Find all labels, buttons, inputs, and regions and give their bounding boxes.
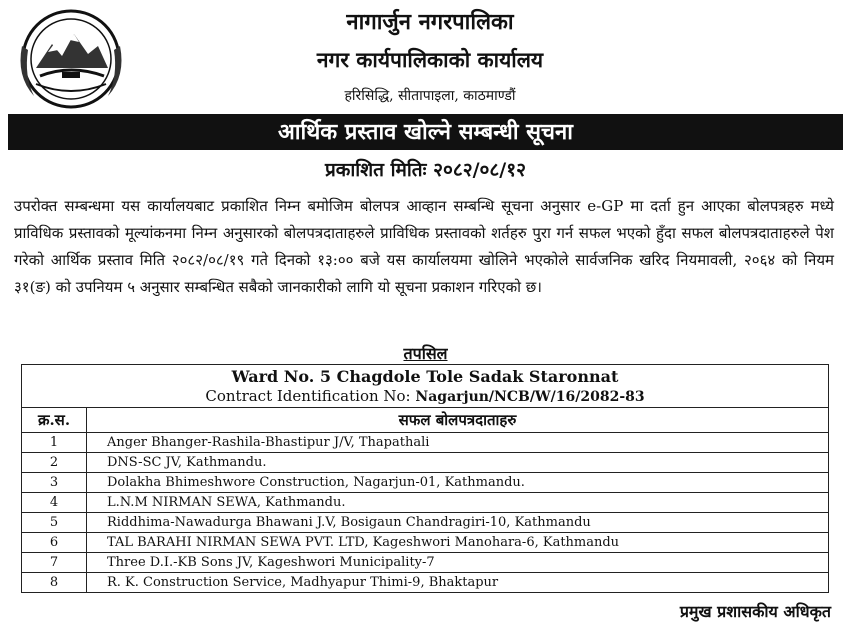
row-sn: 2 bbox=[22, 453, 87, 473]
office-name: नागार्जुन नगरपालिका bbox=[346, 9, 514, 35]
row-bidder: DNS-SC JV, Kathmandu. bbox=[87, 453, 829, 473]
row-sn: 7 bbox=[22, 553, 87, 573]
table-row bbox=[22, 433, 829, 453]
row-sn: 3 bbox=[22, 473, 87, 493]
bidders-table bbox=[21, 407, 829, 593]
row-bidder: R. K. Construction Service, Madhyapur Thimi-9, Bhaktapur bbox=[87, 573, 829, 593]
table-header-row bbox=[22, 408, 829, 433]
row-bidder: Riddhima-Nawadurga Bhawani J.V, Bosigaun Chandragiri-10, Kathmandu bbox=[87, 513, 829, 533]
table-row bbox=[22, 453, 829, 473]
table-row bbox=[22, 573, 829, 593]
table-row bbox=[22, 553, 829, 573]
row-sn: 4 bbox=[22, 493, 87, 513]
table-row bbox=[22, 513, 829, 533]
row-sn: 1 bbox=[22, 433, 87, 453]
row-bidder: Anger Bhanger-Rashila-Bhastipur J/V, Thapathali bbox=[87, 433, 829, 453]
notice-title-banner: आर्थिक प्रस्ताव खोल्ने सम्बन्धी सूचना bbox=[8, 114, 843, 150]
signature-title: प्रमुख प्रशासकीय अधिकृत bbox=[679, 602, 831, 621]
office-subtitle: नगर कार्यपालिकाको कार्यालय bbox=[316, 47, 544, 72]
row-sn: 8 bbox=[22, 573, 87, 593]
col-header-bidders: सफल बोलपत्रदाताहरु bbox=[87, 408, 829, 433]
contract-label: Contract Identification No: bbox=[205, 387, 411, 405]
contract-id-line bbox=[22, 386, 828, 407]
contract-number: Nagarjun/NCB/W/16/2082-83 bbox=[415, 389, 645, 405]
notice-header bbox=[0, 0, 851, 112]
municipality-emblem-icon bbox=[14, 6, 128, 112]
table-row bbox=[22, 533, 829, 553]
row-sn: 5 bbox=[22, 513, 87, 533]
bidders-table-wrap bbox=[21, 364, 829, 593]
table-title-box bbox=[21, 364, 829, 407]
row-bidder: L.N.M NIRMAN SEWA, Kathmandu. bbox=[87, 493, 829, 513]
table-row bbox=[22, 473, 829, 493]
col-header-sn: क्र.स. bbox=[22, 408, 87, 433]
table-row bbox=[22, 493, 829, 513]
office-address: हरिसिद्धि, सीतापाइला, काठमाण्डौं bbox=[344, 88, 516, 104]
notice-body: उपरोक्त सम्बन्धमा यस कार्यालयबाट प्रकाशित निम्न बमोजिम बोलपत्र आव्हान सम्बन्धि सूचना अनुसार e-GP मा दर्ता हुन आएका बोलपत्रहरु मध्ये प्राविधिक प्रस्तावको मूल्यांकनमा निम्न अनुसारको बोलपत्रदाताहरुले प्राविधिक प्रस्तावको शर्तहरु पुरा गर्न सफल भएको हुँदा सफल बोलपत्रदाताहरुले पेश गरेको आर्थिक प्रस्ताव मिति २०८२/०८/१९ गते दिनको १३:०० बजे यस कार्यालयमा खोलिने भएकोले सार्वजनिक खरिद नियमावली, २०६४ को नियम ३१(ङ) को उपनियम ५ अनुसार सम्बन्धित सबैको जानकारीको लागि यो सूचना प्रकाशन गरिएको छ। bbox=[14, 197, 834, 296]
section-label: तपसिल bbox=[403, 344, 448, 363]
work-title: Ward No. 5 Chagdole Tole Sadak Staronnat bbox=[231, 367, 619, 386]
row-bidder: Three D.I.-KB Sons JV, Kageshwori Municipality-7 bbox=[87, 553, 829, 573]
row-sn: 6 bbox=[22, 533, 87, 553]
published-date: प्रकाशित मितिः २०८२/०८/१२ bbox=[324, 159, 527, 181]
row-bidder: TAL BARAHI NIRMAN SEWA PVT. LTD, Kageshwori Manohara-6, Kathmandu bbox=[87, 533, 829, 553]
row-bidder: Dolakha Bhimeshwore Construction, Nagarjun-01, Kathmandu. bbox=[87, 473, 829, 493]
